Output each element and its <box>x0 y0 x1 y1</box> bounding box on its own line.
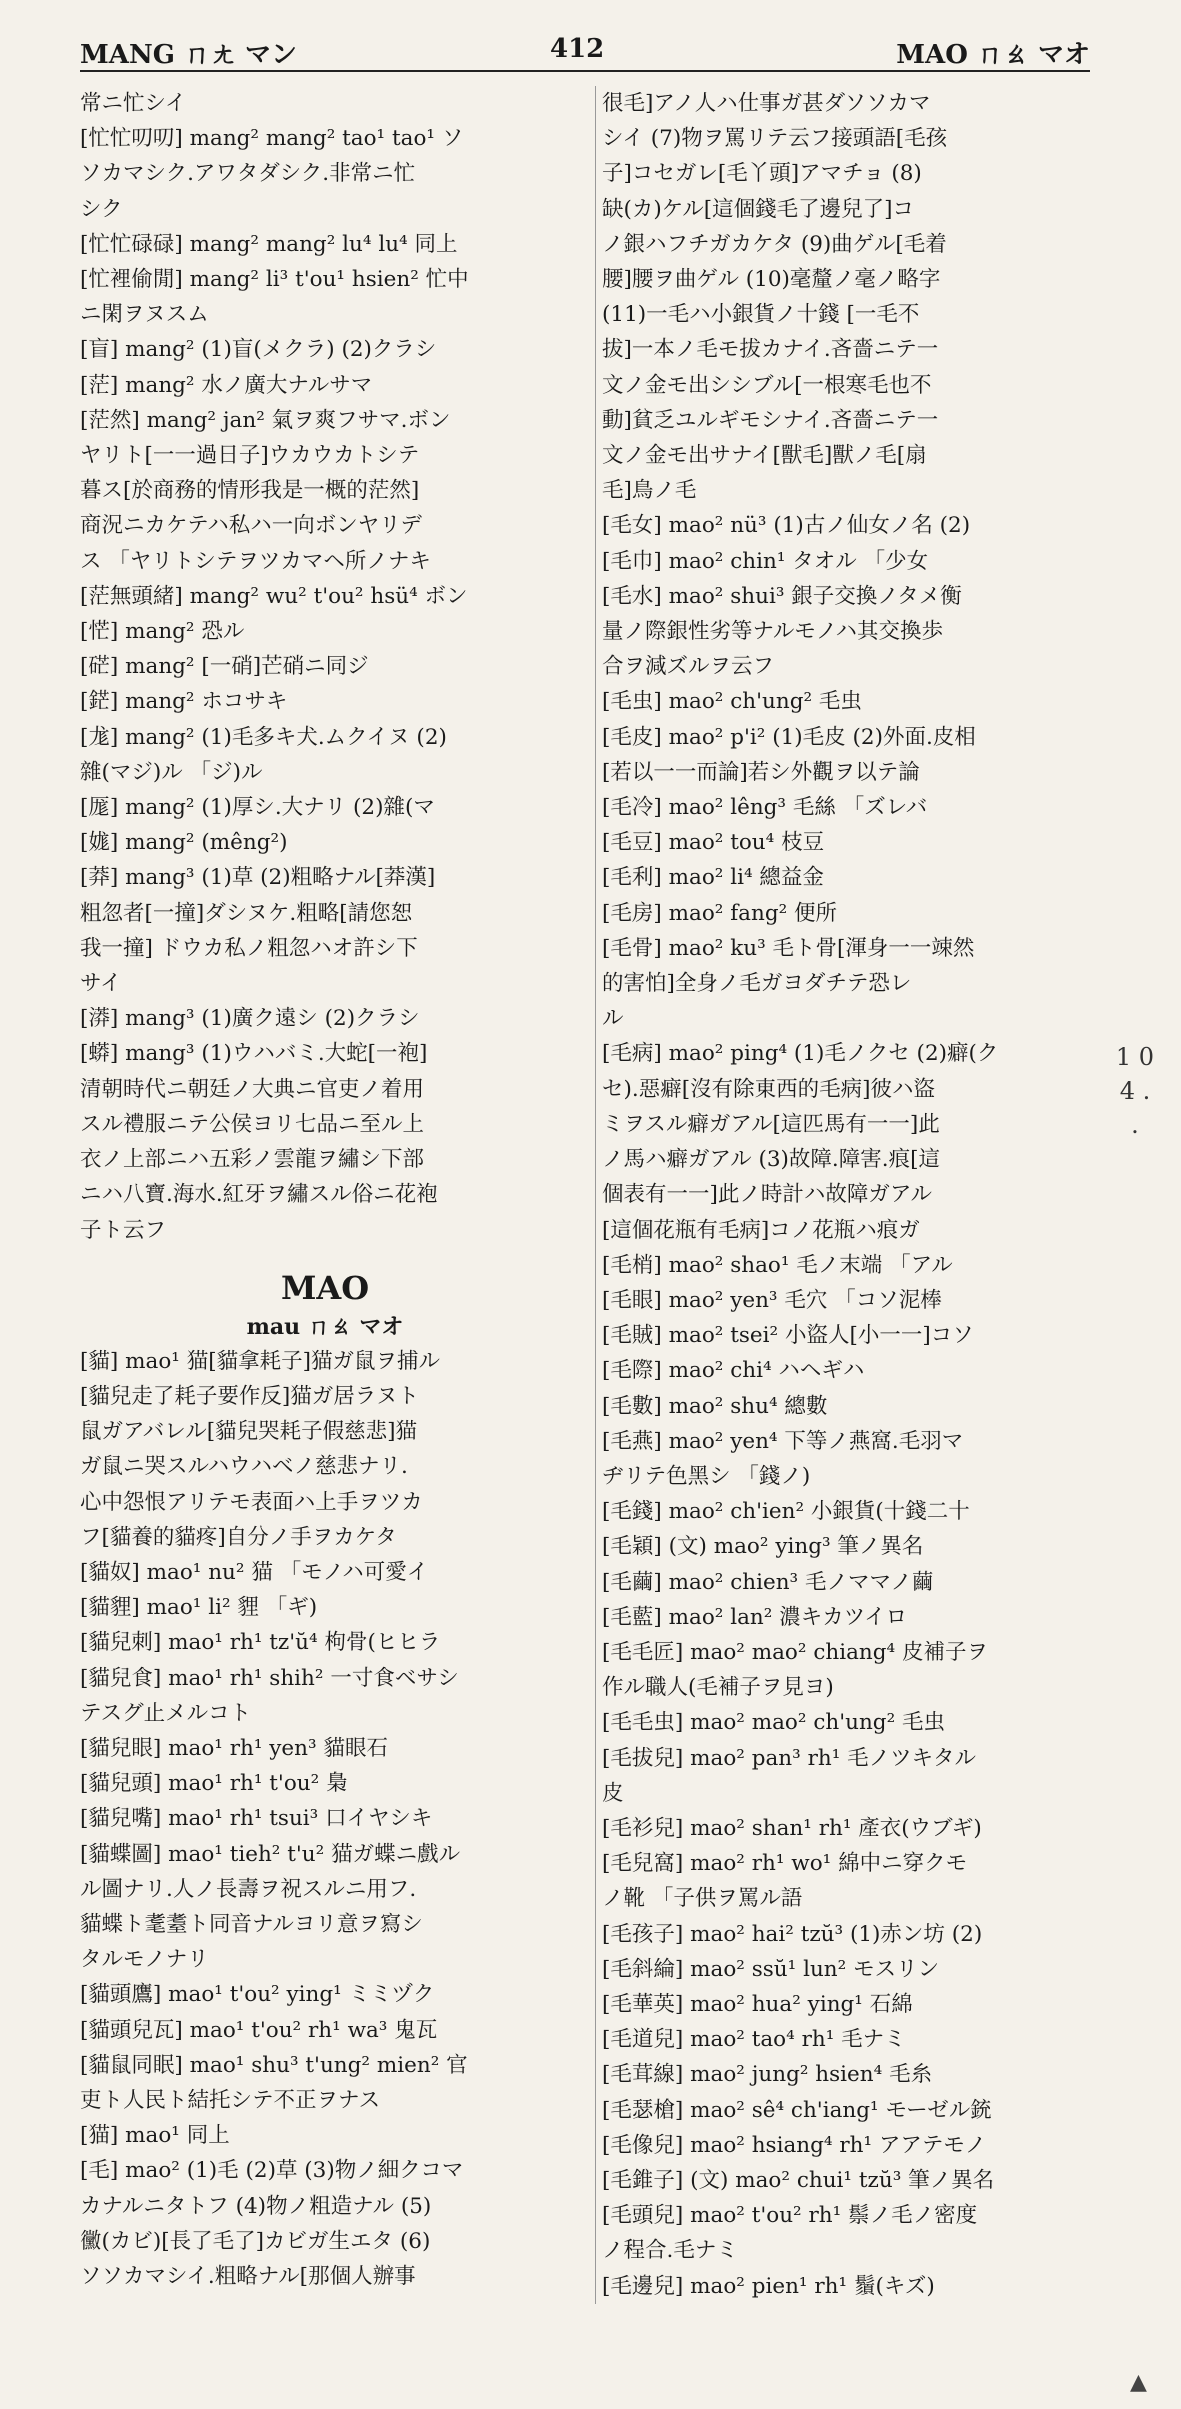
dictionary-line: [貓蝶圖] mao¹ tieh² t'u² 猫ガ蝶ニ戲ル <box>80 1841 461 1867</box>
dictionary-line: [毛水] mao² shui³ 銀子交換ノタメ衡 <box>602 583 962 609</box>
header-left-guide-word: MANG ㄇㄤ マン <box>80 40 298 70</box>
section-subtitle: mau ㄇㄠ マオ <box>246 1313 404 1340</box>
dictionary-line: [毛皮] mao² p'i² (1)毛皮 (2)外面.皮相 <box>602 724 976 750</box>
dictionary-line: [毛數] mao² shu⁴ 總數 <box>602 1393 828 1419</box>
dictionary-line: [貓頭兒瓦] mao¹ t'ou² rh¹ wa³ 鬼瓦 <box>80 2017 438 2043</box>
dictionary-line: 吏ト人民ト結托シテ不正ヲナス <box>80 2087 381 2113</box>
dictionary-line: [毛眼] mao² yen³ 毛穴 「コソ泥棒 <box>602 1287 942 1313</box>
dictionary-line: [毛骨] mao² ku³ 毛ト骨[渾身一一竦然 <box>602 935 975 961</box>
dictionary-line: [貓兒食] mao¹ rh¹ shih² 一寸食ベサシ <box>80 1665 459 1691</box>
dictionary-line: [猫] mao¹ 同上 <box>80 2123 230 2149</box>
dictionary-line: [莽] mang³ (1)草 (2)粗略ナル[莽漢] <box>80 865 436 891</box>
dictionary-line: [貓貍] mao¹ li² 貍 「ギ) <box>80 1595 318 1621</box>
dictionary-line: 暮ス[於商務的情形我是一概的茫然] <box>80 478 420 504</box>
dictionary-line: [毛華英] mao² hua² ying¹ 石綿 <box>602 1991 913 2017</box>
dictionary-line: 缺(カ)ケル[這個錢毛了邊兒了]コ <box>602 196 914 222</box>
dictionary-line: [鋩] mang² ホコサキ <box>80 689 288 715</box>
dictionary-line: [忙忙叨叨] mang² mang² tao¹ tao¹ ソ <box>80 126 464 152</box>
header-right-guide-word: MAO ㄇㄠ マオ <box>896 40 1090 70</box>
dictionary-line: [毛毛匠] mao² mao² chiang⁴ 皮補子ヲ <box>602 1639 988 1665</box>
dictionary-line: ノ馬ハ癖ガアル (3)故障.障害.痕[這 <box>602 1147 940 1173</box>
dictionary-line: テスグ止メルコト <box>80 1700 252 1726</box>
left-column-top-entries <box>80 86 570 1248</box>
dictionary-line: カナルニタトフ (4)物ノ粗造ナル (5) <box>80 2193 432 2219</box>
dictionary-line: [毛燕] mao² yen⁴ 下等ノ燕窩.毛羽マ <box>602 1428 964 1454</box>
dictionary-line: [毛瑟槍] mao² sê⁴ ch'iang¹ モーゼル銃 <box>602 2097 992 2123</box>
dictionary-line: 拔]一本ノ毛モ拔カナイ.吝嗇ニテ一 <box>602 337 939 363</box>
dictionary-line: ル圖ナリ.人ノ長壽ヲ祝スルニ用フ. <box>80 1876 417 1902</box>
dictionary-line: [貓兒走了耗子要作反]猫ガ居ラヌト <box>80 1383 420 1409</box>
dictionary-line: [毛際] mao² chi⁴ ハヘギハ <box>602 1358 865 1384</box>
dictionary-line: [漭] mang³ (1)廣ク遠シ (2)クラシ <box>80 1006 420 1032</box>
dictionary-line: 粗忽者[一撞]ダシヌケ.粗略[請您恕 <box>80 900 413 926</box>
dictionary-line: 文ノ金モ出サナイ[獸毛]獸ノ毛[扇 <box>602 443 927 469</box>
dictionary-line: [茫無頭緒] mang² wu² t'ou² hsü⁴ ボン <box>80 583 468 609</box>
dictionary-line: [茫] mang² 水ノ廣大ナルサマ <box>80 372 373 398</box>
dictionary-line: 毛]鳥ノ毛 <box>602 478 697 504</box>
dictionary-line: [毛拔兒] mao² pan³ rh¹ 毛ノツキタル <box>602 1745 976 1771</box>
dictionary-line: スル禮服ニテ公侯ヨリ七品ニ至ル上 <box>80 1111 425 1137</box>
dictionary-line: [厖] mang² (1)厚シ.大ナリ (2)雜(マ <box>80 795 435 821</box>
dictionary-line: [毛女] mao² nü³ (1)古ノ仙女ノ名 (2) <box>602 513 971 539</box>
dictionary-line: 鼠ガアバレル[貓兒哭耗子假慈悲]猫 <box>80 1419 418 1445</box>
dictionary-line: 作ル職人(毛補子ヲ見ヨ) <box>602 1675 834 1701</box>
dictionary-line: ノ靴 「子供ヲ罵ル語 <box>602 1886 803 1912</box>
dictionary-line: [貓鼠同眠] mao¹ shu³ t'ung² mien² 官 <box>80 2052 468 2078</box>
dictionary-line: 貓蝶ト耄耋ト同音ナルヨリ意ヲ寫シ <box>80 1911 423 1937</box>
dictionary-line: [毛頭兒] mao² t'ou² rh¹ 鬃ノ毛ノ密度 <box>602 2203 978 2229</box>
dictionary-line: [毛藍] mao² lan² 濃キカツイロ <box>602 1604 908 1630</box>
dictionary-line: [毛梢] mao² shao¹ 毛ノ末端 「アル <box>602 1252 953 1278</box>
left-column-bottom-entries <box>80 1344 570 2294</box>
dictionary-line: [這個花瓶有毛病]コノ花瓶ハ痕ガ <box>602 1217 920 1243</box>
dictionary-line: ル <box>602 1006 624 1032</box>
dictionary-line: 黴(カビ)[長了毛了]カビガ生エタ (6) <box>80 2228 431 2254</box>
dictionary-line: [貓兒頭] mao¹ rh¹ t'ou² 梟 <box>80 1771 348 1797</box>
dictionary-line: [毛孩子] mao² hai² tzŭ³ (1)赤ン坊 (2) <box>602 1921 983 1947</box>
dictionary-line: 腰]腰ヲ曲ゲル (10)毫釐ノ毫ノ略字 <box>602 267 941 293</box>
dictionary-line: [毛道兒] mao² tao⁴ rh¹ 毛ナミ <box>602 2027 906 2053</box>
dictionary-line: [貓] mao¹ 猫[貓拿耗子]猫ガ鼠ヲ捕ル <box>80 1348 440 1374</box>
dictionary-line: [茫然] mang² jan² 氣ヲ爽フサマ.ボン <box>80 407 451 433</box>
dictionary-line: 商況ニカケテハ私ハ一向ボンヤリデ <box>80 513 422 539</box>
dictionary-line: ヤリト[一一過日子]ウカウカトシテ <box>80 443 420 469</box>
dictionary-line: [毛繭] mao² chien³ 毛ノママノ繭 <box>602 1569 934 1595</box>
dictionary-line: セ).惡癖[沒有除東西的毛病]彼ハ盜 <box>602 1076 935 1102</box>
dictionary-line: シイ (7)物ヲ罵リテ云フ接頭語[毛孩 <box>602 126 948 152</box>
dictionary-line: ス 「ヤリトシテヲツカマヘ所ノナキ <box>80 548 431 574</box>
dictionary-line: [毛邊兒] mao² pien¹ rh¹ 鬚(キズ) <box>602 2273 935 2299</box>
dictionary-line: [毛] mao² (1)毛 (2)草 (3)物ノ細クコマ <box>80 2158 464 2184</box>
dictionary-line: 清朝時代ニ朝廷ノ大典ニ官吏ノ着用 <box>80 1076 425 1102</box>
dictionary-line: [硭] mang² [一硝]芒硝ニ同ジ <box>80 654 369 680</box>
dictionary-line: 子]コセガレ[毛丫頭]アマチョ (8) <box>602 161 922 187</box>
dictionary-line: 衣ノ上部ニハ五彩ノ雲龍ヲ繡シ下部 <box>80 1147 425 1173</box>
dictionary-line: [毛虫] mao² ch'ung² 毛虫 <box>602 689 862 715</box>
dictionary-line: [貓奴] mao¹ nu² 猫 「モノハ可愛イ <box>80 1559 429 1585</box>
dictionary-line: [蟒] mang³ (1)ウハバミ.大蛇[一袍] <box>80 1041 428 1067</box>
dictionary-line: サイ <box>80 971 122 997</box>
page-number: 412 <box>550 34 605 64</box>
dictionary-line: ミヲスル癖ガアル[這匹馬有一一]此 <box>602 1111 940 1137</box>
dictionary-line: ノ程合.毛ナミ <box>602 2238 738 2264</box>
dictionary-line: 常ニ忙シイ <box>80 91 187 116</box>
dictionary-line: [毛穎] (文) mao² ying³ 筆ノ異名 <box>602 1534 924 1560</box>
dictionary-line: [貓兒刺] mao¹ rh¹ tz'ŭ⁴ 枸骨(ヒヒラ <box>80 1630 441 1656</box>
dictionary-line: [毛像兒] mao² hsiang⁴ rh¹ アアテモノ <box>602 2132 987 2158</box>
dictionary-line: 子ト云フ <box>80 1217 167 1243</box>
section-title: MAO <box>280 1268 370 1307</box>
dictionary-line: [毛冷] mao² lêng³ 毛絲 「ズレバ <box>602 795 928 821</box>
dictionary-line: [毛房] mao² fang² 便所 <box>602 900 838 926</box>
dictionary-line: ソカマシク.アワタダシク.非常ニ忙 <box>80 161 416 187</box>
dictionary-line: [貓頭鷹] mao¹ t'ou² ying¹ ミミヅク <box>80 1982 435 2008</box>
dictionary-line: [恾] mang² 恐ル <box>80 619 245 645</box>
dictionary-line: [尨] mang² (1)毛多キ犬.ムクイヌ (2) <box>80 724 447 750</box>
dictionary-line: ニ閑ヲヌスム <box>80 302 209 328</box>
dictionary-line: [毛斜綸] mao² ssŭ¹ lun² モスリン <box>602 1956 940 1982</box>
dictionary-line: ガ鼠ニ哭スルハウハベノ慈悲ナリ. <box>80 1454 408 1480</box>
dictionary-line: 量ノ際銀性劣等ナルモノハ其交換歩 <box>602 619 943 645</box>
dictionary-line: [毛豆] mao² tou⁴ 枝豆 <box>602 830 825 856</box>
dictionary-line: [娏] mang² (mêng²) <box>80 830 288 856</box>
dictionary-line: ソソカマシイ.粗略ナル[那個人辦事 <box>80 2263 416 2289</box>
dictionary-line: [貓兒眼] mao¹ rh¹ yen³ 貓眼石 <box>80 1735 388 1761</box>
dictionary-line: ノ銀ハフチガカケタ (9)曲ゲル[毛着 <box>602 231 947 257</box>
dictionary-line: 雜(マジ)ル 「ジ)ル <box>80 759 263 785</box>
dictionary-line: 文ノ金モ出シシブル[一根寒毛也不 <box>602 372 932 398</box>
dictionary-line: フ[貓養的貓疼]自分ノ手ヲカケタ <box>80 1524 397 1550</box>
dictionary-line: [毛錐子] (文) mao² chui¹ tzŭ³ 筆ノ異名 <box>602 2167 995 2193</box>
dictionary-line: [毛巾] mao² chin¹ タオル 「少女 <box>602 548 929 574</box>
dictionary-line: [毛賊] mao² tsei² 小盜人[小一一]コソ <box>602 1323 974 1349</box>
dictionary-line: (11)一毛ハ小銀貨ノ十錢 [一毛不 <box>602 302 920 328</box>
dictionary-line: タルモノナリ <box>80 1947 209 1973</box>
dictionary-line: 很毛]アノ人ハ仕事ガ甚ダソソカマ <box>602 91 931 116</box>
dictionary-line: ヂリテ色黑シ 「錢ノ) <box>602 1463 811 1489</box>
dictionary-line: 個表有一一]此ノ時計ハ故障ガアル <box>602 1182 933 1208</box>
left-column <box>80 86 570 2294</box>
dictionary-line: 合ヲ減ズルヲ云フ <box>602 654 775 680</box>
bottom-corner-mark: ▲ <box>1130 2370 1147 2395</box>
dictionary-line: [毛衫兒] mao² shan¹ rh¹ 產衣(ウブギ) <box>602 1815 982 1841</box>
dictionary-line: [毛病] mao² ping⁴ (1)毛ノクセ (2)癖(ク <box>602 1041 999 1067</box>
dictionary-line: [毛利] mao² li⁴ 總益金 <box>602 865 824 891</box>
dictionary-line: 心中怨恨アリテモ表面ハ上手ヲツカ <box>80 1489 423 1515</box>
dictionary-line: [毛兒窩] mao² rh¹ wo¹ 綿中ニ穿クモ <box>602 1851 968 1877</box>
dictionary-line: [毛錢] mao² ch'ien² 小銀貨(十錢二十 <box>602 1499 970 1525</box>
dictionary-line: 皮 <box>602 1780 624 1806</box>
dictionary-line: [忙裡偷閒] mang² li³ t'ou¹ hsien² 忙中 <box>80 267 469 293</box>
dictionary-line: [貓兒嘴] mao¹ rh¹ tsui³ 口イヤシキ <box>80 1806 433 1832</box>
dictionary-line: 我一撞] ドウカ私ノ粗忽ハオ許シ下 <box>80 935 418 961</box>
page-header <box>80 30 1090 72</box>
dictionary-line: [毛茸線] mao² jung² hsien⁴ 毛糸 <box>602 2062 933 2088</box>
dictionary-line: シク <box>80 196 123 222</box>
dictionary-line: [盲] mang² (1)盲(メクラ) (2)クラシ <box>80 337 437 363</box>
margin-note: 1 0 4 . . <box>1115 1043 1155 1139</box>
dictionary-line: 的害怕]全身ノ毛ガヨダチテ恐レ <box>602 971 912 997</box>
right-column <box>595 86 1094 2304</box>
dictionary-line: [若以一一而論]若シ外觀ヲ以テ論 <box>602 759 920 785</box>
dictionary-line: ニハ八寶.海水.紅牙ヲ繡スル俗ニ花袍 <box>80 1182 438 1208</box>
dictionary-line: 動]貧乏ユルギモシナイ.吝嗇ニテ一 <box>602 407 939 433</box>
dictionary-line: [忙忙碌碌] mang² mang² lu⁴ lu⁴ 同上 <box>80 231 458 257</box>
dictionary-line: [毛毛虫] mao² mao² ch'ung² 毛虫 <box>602 1710 946 1736</box>
